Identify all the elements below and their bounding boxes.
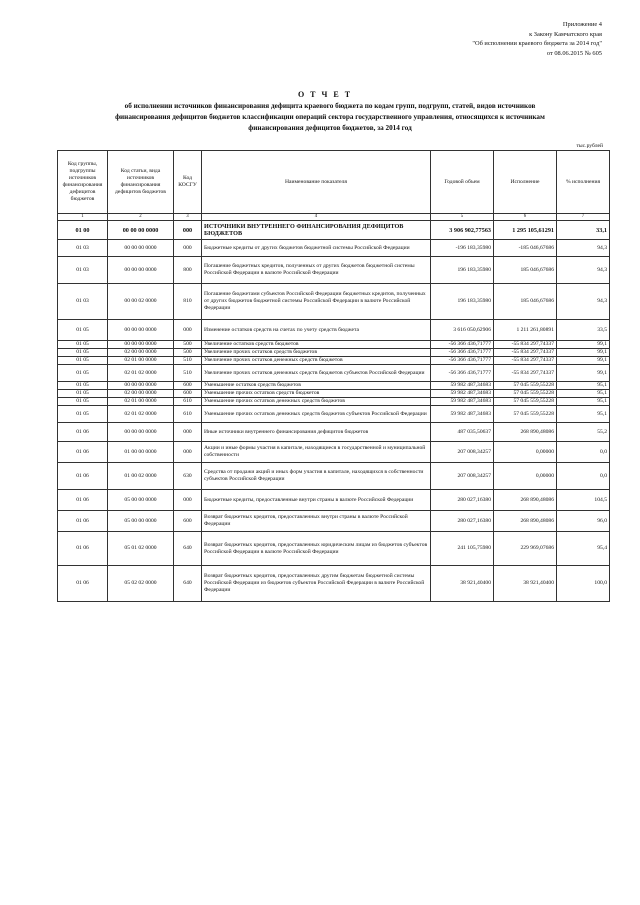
- cell-group: 01 05: [58, 357, 108, 365]
- cell-annual: 59 982 487,34683: [431, 398, 494, 406]
- cell-kosgu: 000: [174, 320, 202, 341]
- cell-annual: -196 183,35980: [431, 240, 494, 257]
- cell-name: Бюджетные кредиты, предоставленные внутри страны в валюте Российской Федерации: [202, 490, 431, 511]
- cell-name: Увеличение прочих остатков денежных средств бюджетов субъектов Российской Федерации: [202, 365, 431, 382]
- cell-name: Уменьшение прочих остатков денежных средств бюджетов: [202, 398, 431, 406]
- cell-percent: 99,1: [557, 349, 610, 357]
- column-number: 1: [58, 214, 108, 221]
- cell-percent: 95,1: [557, 406, 610, 423]
- cell-article: 02 00 00 0000: [108, 349, 174, 357]
- column-number: 7: [557, 214, 610, 221]
- cell-name: Возврат бюджетных кредитов, предоставленных другим бюджетам бюджетной системы Российской Федерации из бюджетов субъектов Российской Федерации в валюте Российской Федерации: [202, 566, 431, 602]
- cell-annual: 207 008,34257: [431, 442, 494, 463]
- cell-annual: -56 366 436,71777: [431, 357, 494, 365]
- cell-group: 01 05: [58, 390, 108, 398]
- cell-kosgu: 810: [174, 284, 202, 320]
- column-number: 2: [108, 214, 174, 221]
- table-row: [58, 357, 610, 365]
- cell-article: 00 00 00 0000: [108, 221, 174, 240]
- header-execution: Исполнение: [494, 151, 557, 214]
- cell-percent: 95,4: [557, 532, 610, 566]
- cell-annual: 196 183,35980: [431, 257, 494, 284]
- cell-execution: 57 045 559,55228: [494, 398, 557, 406]
- cell-article: 02 01 00 0000: [108, 357, 174, 365]
- cell-percent: 95,1: [557, 382, 610, 390]
- cell-execution: 1 211 261,80891: [494, 320, 557, 341]
- cell-annual: 59 982 487,34683: [431, 406, 494, 423]
- cell-execution: 0,00000: [494, 442, 557, 463]
- table-row: [58, 532, 610, 566]
- appendix-block: [342, 20, 602, 58]
- cell-execution: 268 890,48086: [494, 423, 557, 442]
- cell-execution: 185 046,67686: [494, 257, 557, 284]
- cell-kosgu: 600: [174, 511, 202, 532]
- cell-name: Погашение бюджетами субъектов Российской Федерации бюджетных кредитов, полученных от других бюджетов бюджетной системы Российской Федерации в валюте Российской Федерации: [202, 284, 431, 320]
- cell-group: 01 06: [58, 511, 108, 532]
- cell-name: Иные источники внутреннего финансирования дефицитов бюджетов: [202, 423, 431, 442]
- table-row: [58, 463, 610, 490]
- cell-percent: 55,2: [557, 423, 610, 442]
- cell-kosgu: 510: [174, 365, 202, 382]
- cell-kosgu: 610: [174, 398, 202, 406]
- appendix-line: к Закону Камчатского края: [529, 30, 602, 38]
- cell-article: 00 00 00 0000: [108, 240, 174, 257]
- column-number: 6: [494, 214, 557, 221]
- cell-execution: -55 834 297,74337: [494, 349, 557, 357]
- cell-kosgu: 630: [174, 463, 202, 490]
- subtitle-line: финансирования дефицитов бюджетов, за 2014 год: [248, 123, 412, 132]
- subtitle-line: об исполнении источников финансирования дефицита краевого бюджета по кодам групп, подгрупп, статей, видов источников: [124, 102, 536, 110]
- cell-annual: 280 027,16380: [431, 511, 494, 532]
- cell-name: Увеличение прочих остатков средств бюджетов: [202, 349, 431, 357]
- cell-name: Изменение остатков средств на счетах по учету средств бюджета: [202, 320, 431, 341]
- cell-annual: 3 906 902,77563: [431, 221, 494, 240]
- header-kosgu: Код КОСГУ: [174, 151, 202, 214]
- cell-name: Уменьшение прочих остатков денежных средств бюджетов субъектов Российской Федерации: [202, 406, 431, 423]
- cell-group: 01 06: [58, 463, 108, 490]
- cell-article: 00 00 00 0000: [108, 257, 174, 284]
- cell-percent: 99,1: [557, 357, 610, 365]
- table-row: [58, 365, 610, 382]
- table-row: [58, 221, 610, 240]
- cell-name: Увеличение прочих остатков денежных средств бюджетов: [202, 357, 431, 365]
- cell-group: 01 06: [58, 442, 108, 463]
- cell-execution: 1 295 105,61291: [494, 221, 557, 240]
- header-percent: % исполнения: [557, 151, 610, 214]
- cell-name: Уменьшение прочих остатков средств бюджетов: [202, 390, 431, 398]
- cell-group: 01 05: [58, 365, 108, 382]
- header-name: Наименование показателя: [202, 151, 431, 214]
- cell-article: 00 00 00 0000: [108, 320, 174, 341]
- appendix-line: "Об исполнении краевого бюджета за 2014 год": [472, 40, 602, 48]
- cell-percent: 94,3: [557, 240, 610, 257]
- cell-annual: 59 982 487,34683: [431, 390, 494, 398]
- cell-group: 01 06: [58, 423, 108, 442]
- cell-kosgu: 000: [174, 240, 202, 257]
- cell-annual: -56 366 436,71777: [431, 365, 494, 382]
- cell-article: 00 00 02 0000: [108, 284, 174, 320]
- cell-group: 01 03: [58, 284, 108, 320]
- cell-percent: 104,5: [557, 490, 610, 511]
- cell-group: 01 05: [58, 382, 108, 390]
- cell-execution: 57 045 559,55228: [494, 382, 557, 390]
- cell-kosgu: 640: [174, 566, 202, 602]
- cell-annual: 207 008,34257: [431, 463, 494, 490]
- header-annual: Годовой объем: [431, 151, 494, 214]
- cell-name: Акции и иные формы участия в капитале, находящиеся в государственной и муниципальной собственности: [202, 442, 431, 463]
- cell-group: 01 06: [58, 490, 108, 511]
- cell-kosgu: 640: [174, 532, 202, 566]
- table-row: [58, 341, 610, 349]
- cell-group: 01 05: [58, 320, 108, 341]
- table-row: [58, 566, 610, 602]
- cell-article: 05 00 00 0000: [108, 511, 174, 532]
- cell-kosgu: 510: [174, 357, 202, 365]
- cell-group: 01 06: [58, 532, 108, 566]
- cell-article: 02 01 02 0000: [108, 365, 174, 382]
- cell-kosgu: 500: [174, 349, 202, 357]
- cell-kosgu: 600: [174, 382, 202, 390]
- cell-execution: 57 045 559,55228: [494, 390, 557, 398]
- cell-name: ИСТОЧНИКИ ВНУТРЕННЕГО ФИНАНСИРОВАНИЯ ДЕФИЦИТОВ БЮДЖЕТОВ: [202, 221, 431, 240]
- cell-percent: 95,1: [557, 398, 610, 406]
- cell-percent: 0,0: [557, 442, 610, 463]
- table-row: [58, 284, 610, 320]
- cell-kosgu: 600: [174, 390, 202, 398]
- cell-kosgu: 500: [174, 341, 202, 349]
- cell-article: 05 01 02 0000: [108, 532, 174, 566]
- cell-article: 00 00 00 0000: [108, 341, 174, 349]
- cell-kosgu: 000: [174, 442, 202, 463]
- cell-article: 00 00 00 0000: [108, 382, 174, 390]
- table-row: [58, 257, 610, 284]
- header-article-code: Код статьи, вида источников финансирования дефицитов бюджетов: [108, 151, 174, 214]
- cell-execution: 0,00000: [494, 463, 557, 490]
- cell-execution: -55 834 297,74337: [494, 365, 557, 382]
- cell-article: 00 00 00 0000: [108, 423, 174, 442]
- cell-group: 01 05: [58, 398, 108, 406]
- cell-percent: 95,1: [557, 390, 610, 398]
- cell-group: 01 05: [58, 341, 108, 349]
- units-label: тыс.рублей: [576, 143, 603, 149]
- table-row: [58, 423, 610, 442]
- cell-percent: 94,3: [557, 284, 610, 320]
- cell-annual: -56 366 436,71777: [431, 349, 494, 357]
- cell-group: 01 00: [58, 221, 108, 240]
- cell-execution: -55 834 297,74337: [494, 357, 557, 365]
- cell-group: 01 03: [58, 257, 108, 284]
- cell-percent: 94,3: [557, 257, 610, 284]
- table-row: [58, 511, 610, 532]
- cell-annual: 38 921,40400: [431, 566, 494, 602]
- column-number: 3: [174, 214, 202, 221]
- table-row: [58, 390, 610, 398]
- cell-article: 01 00 02 0000: [108, 463, 174, 490]
- table-row: [58, 320, 610, 341]
- header-row: [58, 151, 610, 214]
- cell-article: 01 00 00 0000: [108, 442, 174, 463]
- cell-kosgu: 000: [174, 490, 202, 511]
- cell-execution: 268 890,48086: [494, 511, 557, 532]
- cell-percent: 99,1: [557, 341, 610, 349]
- cell-percent: 96,0: [557, 511, 610, 532]
- cell-name: Уменьшение остатков средств бюджетов: [202, 382, 431, 390]
- cell-kosgu: 000: [174, 221, 202, 240]
- table-row: [58, 406, 610, 423]
- header-group-code: Код группы, подгруппы источников финансирования дефицитов бюджетов: [58, 151, 108, 214]
- report-subtitle: [50, 101, 610, 133]
- appendix-line: от 08.06.2015 № 605: [546, 49, 602, 57]
- cell-kosgu: 610: [174, 406, 202, 423]
- cell-execution: 229 969,07686: [494, 532, 557, 566]
- cell-kosgu: 800: [174, 257, 202, 284]
- cell-execution: 57 045 559,55228: [494, 406, 557, 423]
- cell-name: Увеличение остатков средств бюджетов: [202, 341, 431, 349]
- cell-annual: 280 027,16380: [431, 490, 494, 511]
- table-row: [58, 490, 610, 511]
- cell-execution: 38 921,40400: [494, 566, 557, 602]
- cell-annual: 241 105,75980: [431, 532, 494, 566]
- table-row: [58, 240, 610, 257]
- cell-execution: -185 046,67686: [494, 240, 557, 257]
- report-title: О Т Ч Е Т: [297, 90, 353, 99]
- cell-annual: 3 616 050,62906: [431, 320, 494, 341]
- cell-execution: 185 046,67686: [494, 284, 557, 320]
- table-row: [58, 382, 610, 390]
- column-number: 4: [202, 214, 431, 221]
- cell-group: 01 03: [58, 240, 108, 257]
- cell-annual: 487 035,50637: [431, 423, 494, 442]
- cell-percent: 99,1: [557, 365, 610, 382]
- cell-name: Бюджетные кредиты от других бюджетов бюджетной системы Российской Федерации: [202, 240, 431, 257]
- cell-execution: 268 890,48086: [494, 490, 557, 511]
- cell-name: Погашение бюджетных кредитов, полученных от других бюджетов бюджетной системы Российской Федерации в валюте Российской Федерации: [202, 257, 431, 284]
- table-row: [58, 442, 610, 463]
- table-row: [58, 398, 610, 406]
- cell-name: Средства от продажи акций и иных форм участия в капитале, находящихся в собственности субъектов Российской Федерации: [202, 463, 431, 490]
- cell-article: 05 00 00 0000: [108, 490, 174, 511]
- cell-name: Возврат бюджетных кредитов, предоставленных внутри страны в валюте Российской Федерации: [202, 511, 431, 532]
- column-number: 5: [431, 214, 494, 221]
- cell-annual: 59 982 487,34683: [431, 382, 494, 390]
- cell-name: Возврат бюджетных кредитов, предоставленных юридическим лицам из бюджетов субъектов Российской Федерации в валюте Российской Федерации: [202, 532, 431, 566]
- cell-percent: 33,1: [557, 221, 610, 240]
- cell-percent: 100,0: [557, 566, 610, 602]
- table-row: [58, 349, 610, 357]
- cell-article: 02 00 00 0000: [108, 390, 174, 398]
- column-number-row: [58, 214, 610, 221]
- cell-article: 05 02 02 0000: [108, 566, 174, 602]
- cell-group: 01 05: [58, 406, 108, 423]
- cell-group: 01 05: [58, 349, 108, 357]
- cell-kosgu: 000: [174, 423, 202, 442]
- report-table: [57, 150, 610, 602]
- cell-percent: 33,5: [557, 320, 610, 341]
- subtitle-line: финансирования дефицитов бюджетов классификации операций сектора государственного управления, относящихся к источникам: [115, 112, 545, 121]
- cell-article: 02 01 00 0000: [108, 398, 174, 406]
- cell-group: 01 06: [58, 566, 108, 602]
- cell-execution: -55 834 297,74337: [494, 341, 557, 349]
- cell-annual: -56 366 436,71777: [431, 341, 494, 349]
- cell-percent: 0,0: [557, 463, 610, 490]
- cell-annual: 196 183,35980: [431, 284, 494, 320]
- cell-article: 02 01 02 0000: [108, 406, 174, 423]
- appendix-line: Приложение 4: [562, 21, 602, 28]
